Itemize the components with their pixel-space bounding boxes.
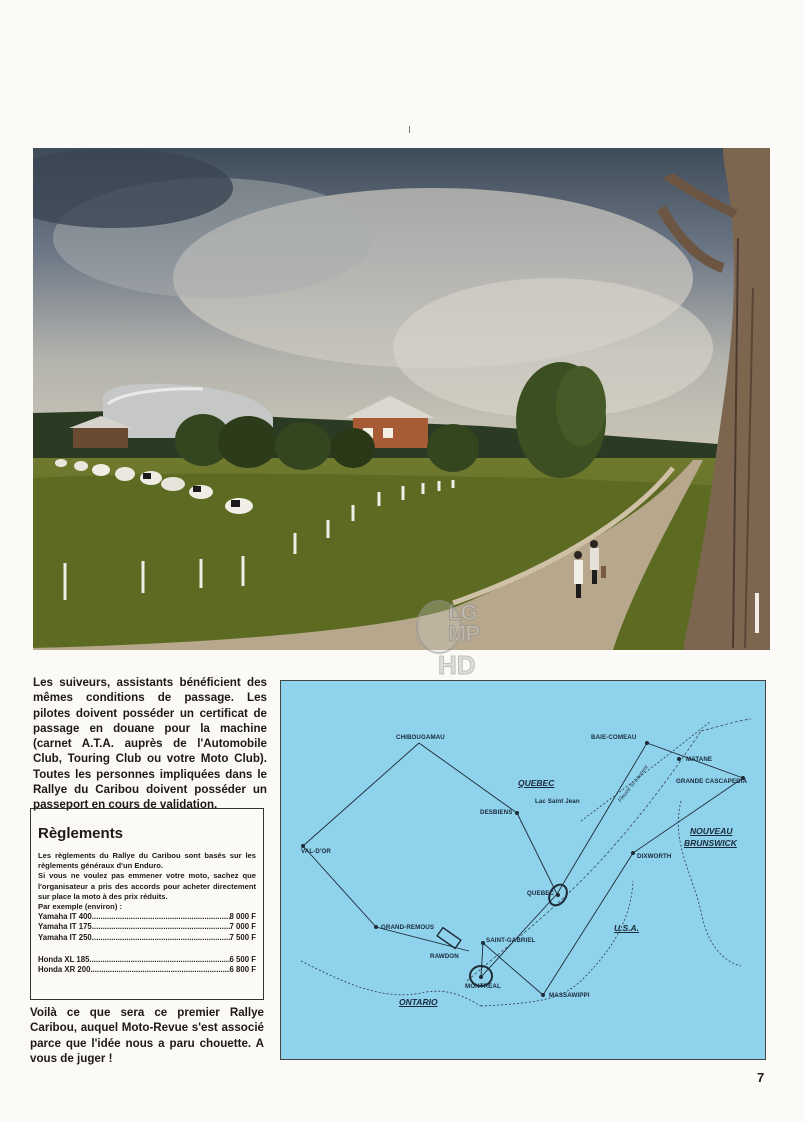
grand-remous-marker-icon: [374, 925, 378, 929]
river-label: Fleuve St Laurent: [617, 764, 650, 804]
price-item-value: 7 000 F: [229, 922, 256, 932]
route-line: [481, 894, 557, 977]
price-item-name: Yamaha IT 175: [38, 922, 92, 932]
route-line: [419, 743, 517, 813]
place-label-chibougamau: CHIBOUGAMAU: [396, 734, 445, 741]
place-label-matane: MATANE: [686, 756, 713, 763]
price-row: [38, 965, 256, 975]
border-line: [301, 961, 481, 1006]
watermark-logo: [416, 600, 502, 680]
rules-paragraph: Par exemple (environ) :: [38, 902, 122, 912]
montreal-marker-icon: [479, 975, 483, 979]
rules-text: [38, 851, 256, 912]
place-label-saint-gabriel: SAINT-GABRIEL: [486, 937, 536, 944]
price-item-value: 6 800 F: [229, 965, 256, 975]
price-item-value: 6 500 F: [229, 954, 256, 964]
watermark-text-mid: MP: [448, 621, 479, 646]
region-label-ontario: ONTARIO: [399, 997, 438, 1007]
route-map-drawing: [281, 681, 766, 1060]
price-row: [38, 933, 256, 943]
place-label-baie-comeau: BAIE-COMEAU: [591, 734, 637, 741]
price-row: [38, 955, 256, 965]
rules-box: [30, 808, 264, 1000]
route-map: [280, 680, 766, 1060]
route-line: [481, 943, 483, 977]
place-label-quebec-city: QUEBEC: [527, 890, 555, 897]
river-line: [701, 719, 751, 731]
price-row: [38, 922, 256, 932]
place-label-grand-remous: GRAND-REMOUS: [381, 924, 435, 931]
place-label-grande-cascapedia: GRANDE CASCAPEDIA: [676, 778, 748, 785]
place-label-lac-saint-jean: Lac Saint Jean: [535, 798, 580, 805]
desbiens-marker-icon: [515, 811, 519, 815]
place-label-dixworth: DIXWORTH: [637, 853, 672, 860]
landscape-photo: [33, 148, 770, 650]
matane-marker-icon: [677, 757, 681, 761]
place-label-val-dor: VAL-D'OR: [301, 848, 331, 855]
rules-title: Règlements: [38, 825, 124, 842]
price-item-name: Honda XL 185: [38, 954, 90, 964]
price-item-value: 7 500 F: [229, 932, 256, 942]
region-label-nouveau: NOUVEAU: [690, 826, 733, 836]
massawippi-marker-icon: [541, 993, 545, 997]
place-label-massawippi: MASSAWIPPI: [549, 992, 590, 999]
intro-paragraph: [33, 675, 267, 813]
place-label-desbiens: DESBIENS: [480, 809, 513, 816]
dixworth-marker-icon: [631, 851, 635, 855]
price-item-value: 8 000 F: [229, 912, 256, 922]
price-item-name: Yamaha IT 400: [38, 912, 92, 922]
price-item-name: Yamaha IT 250: [38, 932, 92, 942]
price-row: [38, 912, 256, 922]
page-tick-mark: [409, 126, 410, 133]
closing-paragraph: [30, 1005, 264, 1066]
closing-text: Voilà ce que sera ce premier Rallye Caribou, auquel Moto-Revue s'est associé parce que l'idée nous a paru chouette. A vous de juger !: [30, 1006, 264, 1065]
place-label-montreal: MONTREAL: [465, 983, 501, 990]
rules-paragraph: Les règlements du Rallye du Caribou sont basés sur les règlements généraux d'un Enduro.: [38, 851, 256, 871]
watermark-text-top: LG: [448, 600, 477, 625]
region-label-usa: U.S.A.: [614, 923, 640, 933]
page-number: 7: [757, 1070, 765, 1085]
saint-gabriel-marker-icon: [481, 941, 485, 945]
lake-rectangle-icon: [437, 928, 461, 949]
intro-text: Les suiveurs, assistants bénéficient des mêmes conditions de passage. Les pilotes doivent posséder un certificat de passage en douane pour la machine (carnet A.T.A. auprès de l'Automobile Club, Touring Club ou votre Moto Club). Toutes les personnes impliquées dans le Rallye du Caribou doivent posséder un passeport en cours de validation.: [33, 676, 267, 812]
route-line: [303, 743, 419, 846]
route-line: [557, 743, 647, 894]
price-item-name: Honda XR 200: [38, 965, 91, 975]
place-label-rawdon: RAWDON: [430, 953, 459, 960]
rules-paragraph: Si vous ne voulez pas emmener votre moto, sachez que l'organisateur a pris des accords pour acheter directement sur place la moto à des prix réduits.: [38, 871, 256, 901]
quebec-marker-icon: [556, 893, 560, 897]
route-line: [517, 813, 557, 894]
region-label-brunswick: BRUNSWICK: [684, 838, 737, 848]
watermark-text-hd: HD: [438, 650, 476, 680]
route-line: [303, 846, 376, 927]
region-label-quebec: QUEBEC: [518, 778, 555, 788]
baie-comeau-marker-icon: [645, 741, 649, 745]
